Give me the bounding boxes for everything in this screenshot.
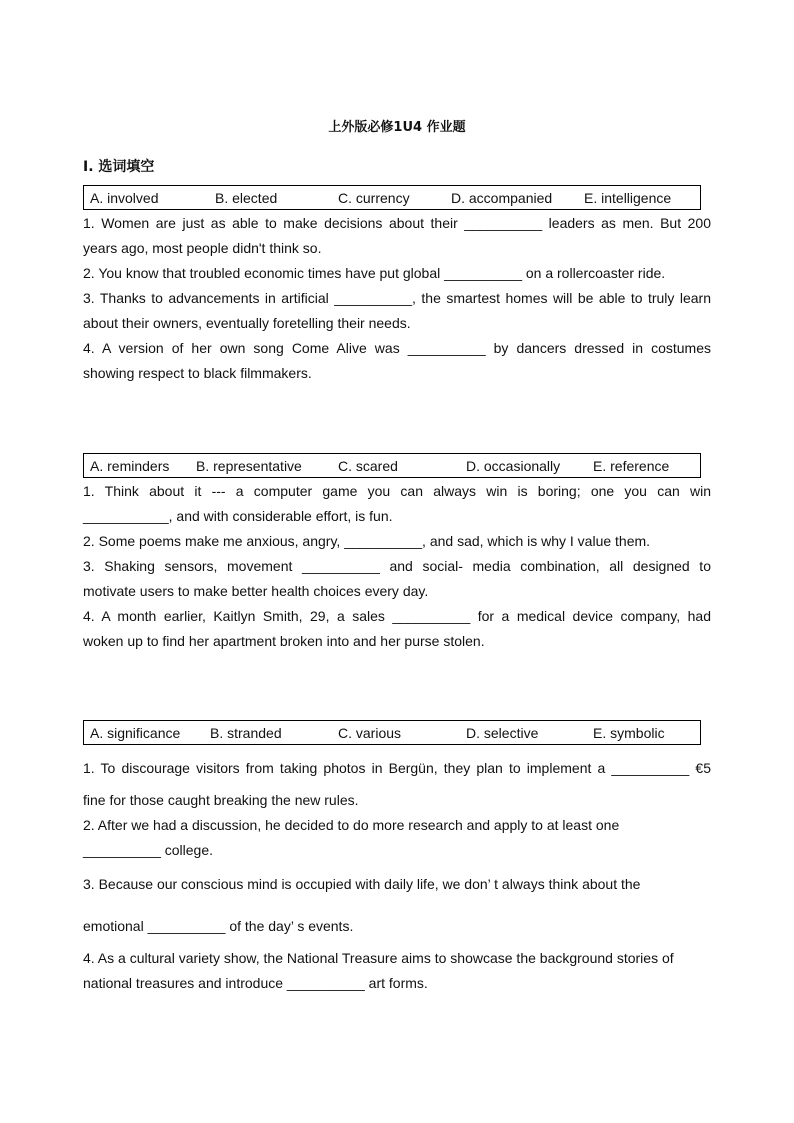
question-line: 4. As a cultural variety show, the National Treasure aims to showcase the background stories of xyxy=(83,950,674,966)
word-option: D. occasionally xyxy=(466,458,561,474)
word-option: E. symbolic xyxy=(593,725,665,741)
question-line: 3. Thanks to advancements in artificial __________, the smartest homes will be able to truly learn xyxy=(83,290,711,306)
word-option: D. selective xyxy=(466,725,539,741)
question-line: national treasures and introduce __________ art forms. xyxy=(83,975,428,991)
word-option: A. involved xyxy=(90,190,159,206)
word-option: C. currency xyxy=(338,190,410,206)
word-bank-2 xyxy=(83,453,701,478)
question-line: __________ college. xyxy=(83,842,214,858)
question-line: about their owners, eventually foretelling their needs. xyxy=(83,315,411,331)
word-option: A. reminders xyxy=(90,458,170,474)
word-option: C. various xyxy=(338,725,402,741)
word-bank-1 xyxy=(83,185,701,210)
question-line: ___________, and with considerable effort, is fun. xyxy=(83,508,393,524)
question-line: 1. To discourage visitors from taking photos in Bergün, they plan to implement a __________ €5 xyxy=(83,760,711,776)
question-line: 2. You know that troubled economic times have put global __________ on a rollercoaster ride. xyxy=(83,265,666,281)
question-line: emotional __________ of the day’ s events. xyxy=(83,918,354,934)
word-bank-3 xyxy=(83,720,701,745)
word-option: E. reference xyxy=(593,458,670,474)
question-line: 4. A version of her own song Come Alive was __________ by dancers dressed in costumes xyxy=(83,340,711,356)
word-option: C. scared xyxy=(338,458,398,474)
question-line: woken up to find her apartment broken into and her purse stolen. xyxy=(83,633,485,649)
question-line: showing respect to black filmmakers. xyxy=(83,365,312,381)
word-option: E. intelligence xyxy=(584,190,672,206)
question-line: 2. Some poems make me anxious, angry, __________, and sad, which is why I value them. xyxy=(83,533,651,549)
question-line: years ago, most people didn't think so. xyxy=(83,240,322,256)
question-line: 3. Shaking sensors, movement __________ and social- media combination, all designed to xyxy=(83,558,711,574)
page-title: 上外版必修1U4 作业题 xyxy=(328,120,466,135)
question-line: 1. Women are just as able to make decisions about their __________ leaders as men. But 200 xyxy=(83,215,711,231)
question-line: 3. Because our conscious mind is occupied with daily life, we don’ t always think about the xyxy=(83,876,641,892)
question-line: fine for those caught breaking the new rules. xyxy=(83,792,359,808)
question-line: 4. A month earlier, Kaitlyn Smith, 29, a sales __________ for a medical device company, had xyxy=(83,608,711,624)
question-line: 1. Think about it --- a computer game you can always win is boring; one you can win xyxy=(83,483,711,499)
question-line: motivate users to make better health choices every day. xyxy=(83,583,429,599)
section-heading: I. 选词填空 xyxy=(83,159,155,175)
question-line: 2. After we had a discussion, he decided to do more research and apply to at least one xyxy=(83,817,620,833)
word-option: A. significance xyxy=(90,725,181,741)
word-option: B. elected xyxy=(215,190,278,206)
word-option: B. stranded xyxy=(210,725,282,741)
word-option: B. representative xyxy=(196,458,302,474)
word-option: D. accompanied xyxy=(451,190,553,206)
